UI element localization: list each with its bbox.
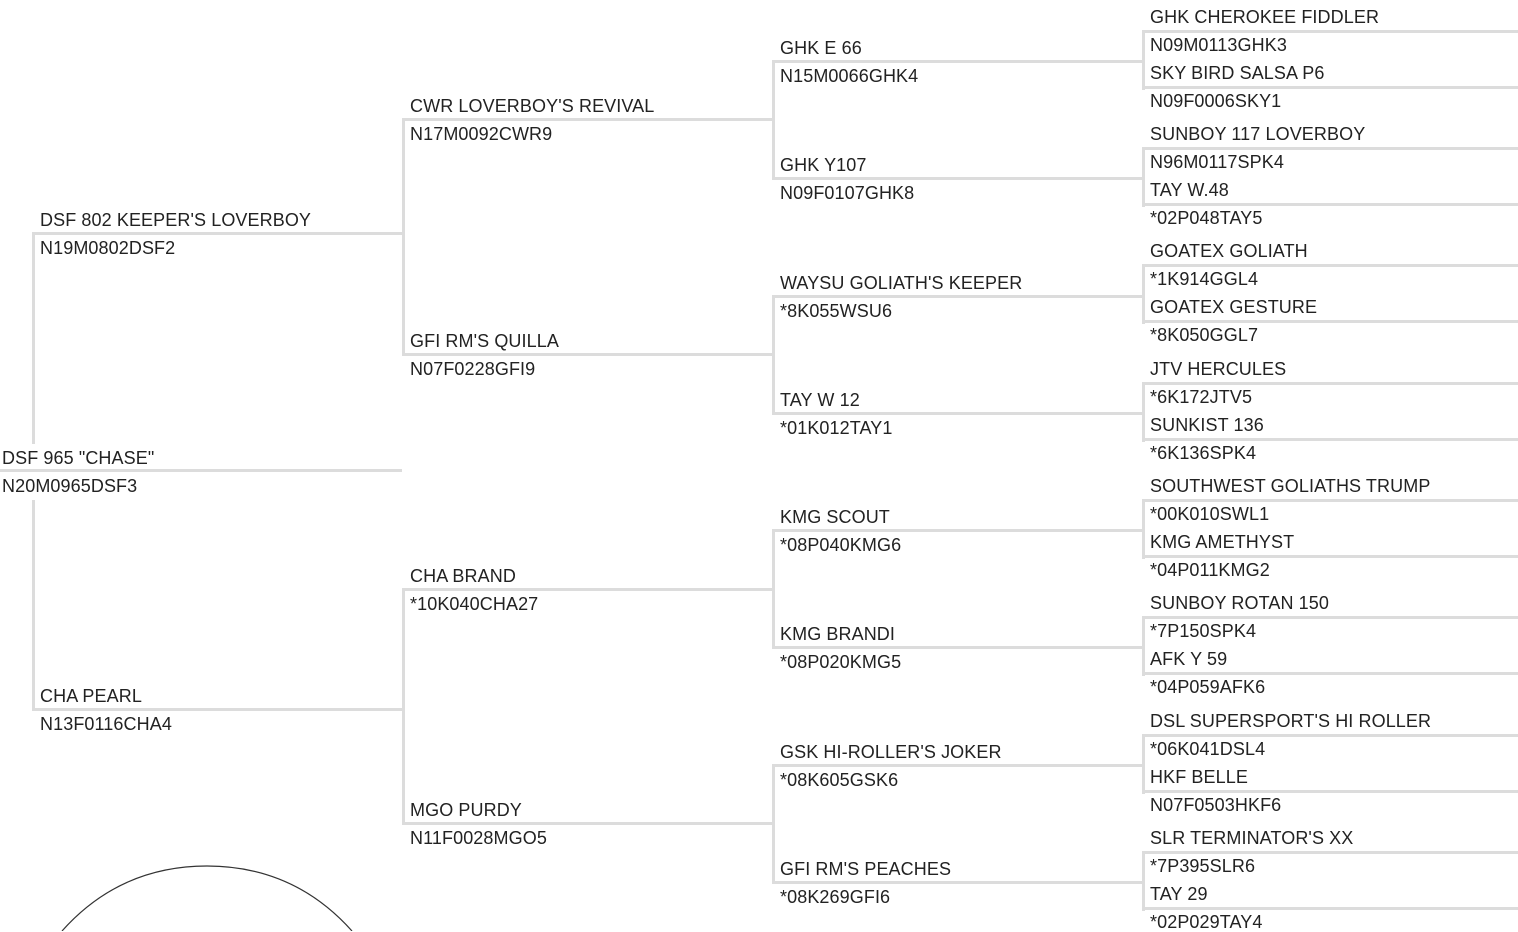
gen2-id-4: N11F0028MGO5 <box>410 828 547 848</box>
gen4-id-14: N07F0503HKF6 <box>1150 795 1282 815</box>
gen4-id-2: N09F0006SKY1 <box>1150 91 1282 111</box>
gen3-name-2: GHK Y107 <box>780 155 867 175</box>
gen1-dam-id: N13F0116CHA4 <box>40 714 172 734</box>
gen4-id-8: *6K136SPK4 <box>1150 443 1257 463</box>
gen1-dam-name: CHA PEARL <box>40 686 142 706</box>
gen2-name-3: CHA BRAND <box>410 566 516 586</box>
gen4-id-1: N09M0113GHK3 <box>1150 35 1287 55</box>
gen4-id-7: *6K172JTV5 <box>1150 387 1253 407</box>
gen3-id-1: N15M0066GHK4 <box>780 66 919 86</box>
gen4-name-2: SKY BIRD SALSA P6 <box>1150 63 1325 83</box>
gen3-id-6: *08P020KMG5 <box>780 652 902 672</box>
gen4-name-7: JTV HERCULES <box>1150 359 1287 379</box>
gen3-id-3: *8K055WSU6 <box>780 301 893 321</box>
gen4-id-4: *02P048TAY5 <box>1150 208 1263 228</box>
gen4-name-1: GHK CHEROKEE FIDDLER <box>1150 7 1380 27</box>
gen3-id-5: *08P040KMG6 <box>780 535 902 555</box>
gen4-name-5: GOATEX GOLIATH <box>1150 241 1308 261</box>
gen3-name-8: GFI RM'S PEACHES <box>780 859 952 879</box>
subject-name: DSF 965 "CHASE" <box>2 448 155 468</box>
gen3-name-3: WAYSU GOLIATH'S KEEPER <box>780 273 1023 293</box>
subject-id: N20M0965DSF3 <box>2 476 138 496</box>
gen4-id-13: *06K041DSL4 <box>1150 739 1266 759</box>
gen1-sire-id: N19M0802DSF2 <box>40 238 176 258</box>
gen4-name-6: GOATEX GESTURE <box>1150 297 1318 317</box>
gen4-name-15: SLR TERMINATOR'S XX <box>1150 828 1354 848</box>
gen4-id-16: *02P029TAY4 <box>1150 912 1263 932</box>
gen4-id-11: *7P150SPK4 <box>1150 621 1257 641</box>
gen2-name-1: CWR LOVERBOY'S REVIVAL <box>410 96 655 116</box>
gen3-name-7: GSK HI-ROLLER'S JOKER <box>780 742 1002 762</box>
gen4-name-11: SUNBOY ROTAN 150 <box>1150 593 1329 613</box>
gen4-name-4: TAY W.48 <box>1150 180 1229 200</box>
gen4-name-3: SUNBOY 117 LOVERBOY <box>1150 124 1366 144</box>
gen2-id-3: *10K040CHA27 <box>410 594 539 614</box>
gen4-name-14: HKF BELLE <box>1150 767 1248 787</box>
gen3-name-6: KMG BRANDI <box>780 624 896 644</box>
gen4-name-8: SUNKIST 136 <box>1150 415 1264 435</box>
gen4-name-13: DSL SUPERSPORT'S HI ROLLER <box>1150 711 1432 731</box>
gen3-name-5: KMG SCOUT <box>780 507 890 527</box>
gen3-id-8: *08K269GFI6 <box>780 887 891 907</box>
gen3-id-4: *01K012TAY1 <box>780 418 893 438</box>
gen4-name-16: TAY 29 <box>1150 884 1208 904</box>
gen4-id-3: N96M0117SPK4 <box>1150 152 1284 172</box>
gen4-id-5: *1K914GGL4 <box>1150 269 1259 289</box>
gen3-id-7: *08K605GSK6 <box>780 770 899 790</box>
gen2-name-4: MGO PURDY <box>410 800 522 820</box>
gen4-id-10: *04P011KMG2 <box>1150 560 1270 580</box>
gen3-id-2: N09F0107GHK8 <box>780 183 915 203</box>
gen4-id-15: *7P395SLR6 <box>1150 856 1256 876</box>
gen4-name-9: SOUTHWEST GOLIATHS TRUMP <box>1150 476 1431 496</box>
gen2-id-2: N07F0228GFI9 <box>410 359 536 379</box>
gen1-sire-name: DSF 802 KEEPER'S LOVERBOY <box>40 210 312 230</box>
gen4-name-10: KMG AMETHYST <box>1150 532 1295 552</box>
gen4-id-9: *00K010SWL1 <box>1150 504 1270 524</box>
gen2-id-1: N17M0092CWR9 <box>410 124 553 144</box>
gen3-name-4: TAY W 12 <box>780 390 860 410</box>
seal-arc-path <box>62 866 352 931</box>
gen3-name-1: GHK E 66 <box>780 38 862 58</box>
gen4-id-12: *04P059AFK6 <box>1150 677 1266 697</box>
gen4-name-12: AFK Y 59 <box>1150 649 1228 669</box>
gen2-name-2: GFI RM'S QUILLA <box>410 331 559 351</box>
gen4-id-6: *8K050GGL7 <box>1150 325 1259 345</box>
